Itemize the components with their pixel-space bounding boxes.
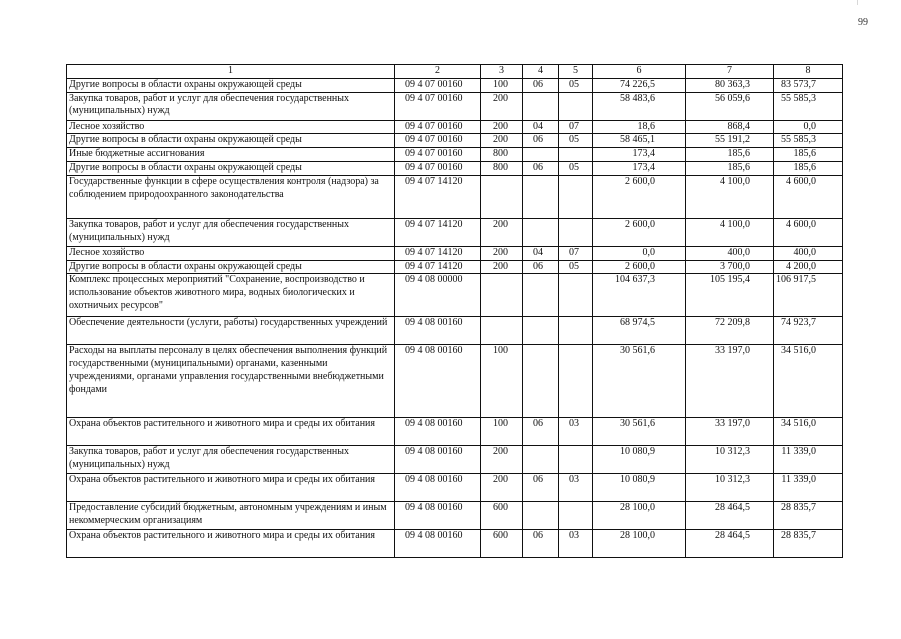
row-name-cell: Обеспечение деятельности (услуги, работы) государственных учреждений xyxy=(67,317,395,345)
row-year2-cell: 400,0 xyxy=(686,246,774,260)
row-vr-cell: 200 xyxy=(481,260,523,274)
row-rz-cell: 04 xyxy=(523,120,559,134)
row-name-cell: Другие вопросы в области охраны окружающей среды xyxy=(67,78,395,92)
row-pr-cell xyxy=(559,317,593,345)
row-year2-cell: 80 363,3 xyxy=(686,78,774,92)
row-code-cell: 09 4 07 00160 xyxy=(395,120,481,134)
row-pr-cell xyxy=(559,274,593,317)
row-year2-cell: 3 700,0 xyxy=(686,260,774,274)
row-year2-cell: 55 191,2 xyxy=(686,134,774,148)
row-vr-cell: 100 xyxy=(481,78,523,92)
row-vr-cell: 800 xyxy=(481,161,523,175)
row-year3-cell: 4 600,0 xyxy=(774,175,843,218)
row-name-cell: Закупка товаров, работ и услуг для обеспечения государственных (муниципальных) нужд xyxy=(67,218,395,246)
table-row xyxy=(67,175,843,218)
row-year3-cell: 185,6 xyxy=(774,148,843,162)
row-name-cell: Иные бюджетные ассигнования xyxy=(67,148,395,162)
row-vr-cell: 200 xyxy=(481,474,523,502)
row-code-cell: 09 4 07 00160 xyxy=(395,134,481,148)
row-pr-cell xyxy=(559,345,593,418)
row-name-cell: Другие вопросы в области охраны окружающей среды xyxy=(67,161,395,175)
row-vr-cell: 200 xyxy=(481,134,523,148)
row-pr-cell: 03 xyxy=(559,418,593,446)
table-row xyxy=(67,274,843,317)
row-vr-cell: 100 xyxy=(481,345,523,418)
row-year2-cell: 105 195,4 xyxy=(686,274,774,317)
row-name-cell: Лесное хозяйство xyxy=(67,246,395,260)
row-year1-cell: 18,6 xyxy=(593,120,686,134)
header-cell: 1 xyxy=(67,65,395,79)
row-year1-cell: 10 080,9 xyxy=(593,446,686,474)
table-row xyxy=(67,218,843,246)
row-year1-cell: 30 561,6 xyxy=(593,418,686,446)
row-pr-cell: 05 xyxy=(559,78,593,92)
row-year2-cell: 33 197,0 xyxy=(686,418,774,446)
row-year1-cell: 74 226,5 xyxy=(593,78,686,92)
row-vr-cell: 600 xyxy=(481,530,523,558)
row-code-cell: 09 4 08 00160 xyxy=(395,345,481,418)
row-year3-cell: 4 600,0 xyxy=(774,218,843,246)
row-code-cell: 09 4 07 14120 xyxy=(395,246,481,260)
table-header-row xyxy=(67,65,843,79)
row-pr-cell xyxy=(559,502,593,530)
row-name-cell: Охрана объектов растительного и животного мира и среды их обитания xyxy=(67,418,395,446)
row-year3-cell: 185,6 xyxy=(774,161,843,175)
row-year3-cell: 34 516,0 xyxy=(774,418,843,446)
row-name-cell: Другие вопросы в области охраны окружающей среды xyxy=(67,260,395,274)
table-row xyxy=(67,148,843,162)
header-cell: 2 xyxy=(395,65,481,79)
table-row xyxy=(67,418,843,446)
row-year2-cell: 56 059,6 xyxy=(686,92,774,120)
row-year3-cell: 106 917,5 xyxy=(774,274,843,317)
row-pr-cell xyxy=(559,148,593,162)
row-pr-cell: 07 xyxy=(559,246,593,260)
header-cell: 6 xyxy=(593,65,686,79)
row-rz-cell: 06 xyxy=(523,161,559,175)
row-code-cell: 09 4 08 00000 xyxy=(395,274,481,317)
header-cell: 8 xyxy=(774,65,843,79)
row-rz-cell: 06 xyxy=(523,260,559,274)
page-number: 99 xyxy=(858,17,868,28)
row-year2-cell: 33 197,0 xyxy=(686,345,774,418)
row-year2-cell: 72 209,8 xyxy=(686,317,774,345)
row-rz-cell: 06 xyxy=(523,134,559,148)
row-rz-cell xyxy=(523,345,559,418)
row-name-cell: Государственные функции в сфере осуществления контроля (надзора) за соблюдением природоохранного законодательства xyxy=(67,175,395,218)
row-rz-cell: 06 xyxy=(523,474,559,502)
table-row xyxy=(67,92,843,120)
row-year1-cell: 58 483,6 xyxy=(593,92,686,120)
row-year3-cell: 4 200,0 xyxy=(774,260,843,274)
row-rz-cell xyxy=(523,218,559,246)
row-vr-cell xyxy=(481,317,523,345)
row-rz-cell xyxy=(523,317,559,345)
row-year3-cell: 28 835,7 xyxy=(774,502,843,530)
row-pr-cell: 03 xyxy=(559,474,593,502)
table-row xyxy=(67,246,843,260)
row-pr-cell xyxy=(559,446,593,474)
row-year2-cell: 28 464,5 xyxy=(686,502,774,530)
row-name-cell: Расходы на выплаты персоналу в целях обеспечения выполнения функций государственными (муниципальными) органами, казенными учреждениями, органами управления государственными внебюджетными фондами xyxy=(67,345,395,418)
row-pr-cell: 05 xyxy=(559,260,593,274)
row-code-cell: 09 4 07 00160 xyxy=(395,92,481,120)
row-year1-cell: 104 637,3 xyxy=(593,274,686,317)
row-pr-cell: 03 xyxy=(559,530,593,558)
row-year1-cell: 2 600,0 xyxy=(593,260,686,274)
header-cell: 3 xyxy=(481,65,523,79)
row-year3-cell: 74 923,7 xyxy=(774,317,843,345)
row-vr-cell: 200 xyxy=(481,446,523,474)
row-code-cell: 09 4 08 00160 xyxy=(395,418,481,446)
row-year2-cell: 868,4 xyxy=(686,120,774,134)
header-cell: 7 xyxy=(686,65,774,79)
row-code-cell: 09 4 07 14120 xyxy=(395,175,481,218)
row-name-cell: Лесное хозяйство xyxy=(67,120,395,134)
row-year1-cell: 30 561,6 xyxy=(593,345,686,418)
row-code-cell: 09 4 07 14120 xyxy=(395,260,481,274)
row-code-cell: 09 4 08 00160 xyxy=(395,502,481,530)
header-cell: 5 xyxy=(559,65,593,79)
row-code-cell: 09 4 08 00160 xyxy=(395,474,481,502)
row-year1-cell: 2 600,0 xyxy=(593,175,686,218)
row-year2-cell: 4 100,0 xyxy=(686,218,774,246)
row-year2-cell: 28 464,5 xyxy=(686,530,774,558)
row-vr-cell: 100 xyxy=(481,418,523,446)
row-code-cell: 09 4 07 00160 xyxy=(395,78,481,92)
row-name-cell: Другие вопросы в области охраны окружающей среды xyxy=(67,134,395,148)
row-rz-cell xyxy=(523,502,559,530)
table-row xyxy=(67,502,843,530)
row-code-cell: 09 4 07 14120 xyxy=(395,218,481,246)
header-cell: 4 xyxy=(523,65,559,79)
row-year1-cell: 28 100,0 xyxy=(593,502,686,530)
row-year1-cell: 58 465,1 xyxy=(593,134,686,148)
table-row xyxy=(67,78,843,92)
row-year1-cell: 68 974,5 xyxy=(593,317,686,345)
row-rz-cell: 04 xyxy=(523,246,559,260)
row-year3-cell: 34 516,0 xyxy=(774,345,843,418)
row-rz-cell: 06 xyxy=(523,530,559,558)
row-year1-cell: 2 600,0 xyxy=(593,218,686,246)
row-rz-cell: 06 xyxy=(523,78,559,92)
row-pr-cell: 05 xyxy=(559,134,593,148)
row-vr-cell: 800 xyxy=(481,148,523,162)
row-year3-cell: 55 585,3 xyxy=(774,92,843,120)
row-rz-cell xyxy=(523,446,559,474)
row-year1-cell: 0,0 xyxy=(593,246,686,260)
row-name-cell: Закупка товаров, работ и услуг для обеспечения государственных (муниципальных) нужд xyxy=(67,446,395,474)
row-year3-cell: 400,0 xyxy=(774,246,843,260)
table-row xyxy=(67,474,843,502)
table-row xyxy=(67,345,843,418)
row-name-cell: Охрана объектов растительного и животного мира и среды их обитания xyxy=(67,530,395,558)
table-row xyxy=(67,134,843,148)
row-year1-cell: 10 080,9 xyxy=(593,474,686,502)
row-name-cell: Охрана объектов растительного и животного мира и среды их обитания xyxy=(67,474,395,502)
row-year3-cell: 11 339,0 xyxy=(774,474,843,502)
row-pr-cell: 05 xyxy=(559,161,593,175)
row-name-cell: Комплекс процессных мероприятий "Сохранение, воспроизводство и использование объектов животного мира, водных биологических и охотничьих ресурсов" xyxy=(67,274,395,317)
row-rz-cell xyxy=(523,274,559,317)
row-year1-cell: 173,4 xyxy=(593,148,686,162)
row-vr-cell: 200 xyxy=(481,246,523,260)
table-row xyxy=(67,317,843,345)
scan-edge-line xyxy=(857,0,858,5)
table-row xyxy=(67,530,843,558)
row-year3-cell: 28 835,7 xyxy=(774,530,843,558)
row-code-cell: 09 4 07 00160 xyxy=(395,148,481,162)
row-vr-cell xyxy=(481,274,523,317)
row-code-cell: 09 4 08 00160 xyxy=(395,446,481,474)
row-rz-cell xyxy=(523,148,559,162)
row-year2-cell: 185,6 xyxy=(686,148,774,162)
budget-table xyxy=(66,64,843,558)
row-year2-cell: 10 312,3 xyxy=(686,446,774,474)
row-name-cell: Предоставление субсидий бюджетным, автономным учреждениям и иным некоммерческим организациям xyxy=(67,502,395,530)
row-vr-cell xyxy=(481,175,523,218)
row-vr-cell: 200 xyxy=(481,92,523,120)
table-row xyxy=(67,260,843,274)
row-vr-cell: 600 xyxy=(481,502,523,530)
row-rz-cell xyxy=(523,175,559,218)
row-rz-cell: 06 xyxy=(523,418,559,446)
row-year2-cell: 10 312,3 xyxy=(686,474,774,502)
row-pr-cell xyxy=(559,218,593,246)
row-year2-cell: 185,6 xyxy=(686,161,774,175)
row-vr-cell: 200 xyxy=(481,120,523,134)
table-body xyxy=(67,65,843,558)
row-rz-cell xyxy=(523,92,559,120)
row-pr-cell xyxy=(559,175,593,218)
row-pr-cell: 07 xyxy=(559,120,593,134)
row-code-cell: 09 4 08 00160 xyxy=(395,530,481,558)
row-vr-cell: 200 xyxy=(481,218,523,246)
row-year2-cell: 4 100,0 xyxy=(686,175,774,218)
row-code-cell: 09 4 08 00160 xyxy=(395,317,481,345)
row-year1-cell: 173,4 xyxy=(593,161,686,175)
table-row xyxy=(67,161,843,175)
row-name-cell: Закупка товаров, работ и услуг для обеспечения государственных (муниципальных) нужд xyxy=(67,92,395,120)
row-year3-cell: 83 573,7 xyxy=(774,78,843,92)
row-year3-cell: 0,0 xyxy=(774,120,843,134)
row-year3-cell: 55 585,3 xyxy=(774,134,843,148)
table-row xyxy=(67,446,843,474)
row-code-cell: 09 4 07 00160 xyxy=(395,161,481,175)
table-row xyxy=(67,120,843,134)
row-year3-cell: 11 339,0 xyxy=(774,446,843,474)
row-pr-cell xyxy=(559,92,593,120)
row-year1-cell: 28 100,0 xyxy=(593,530,686,558)
